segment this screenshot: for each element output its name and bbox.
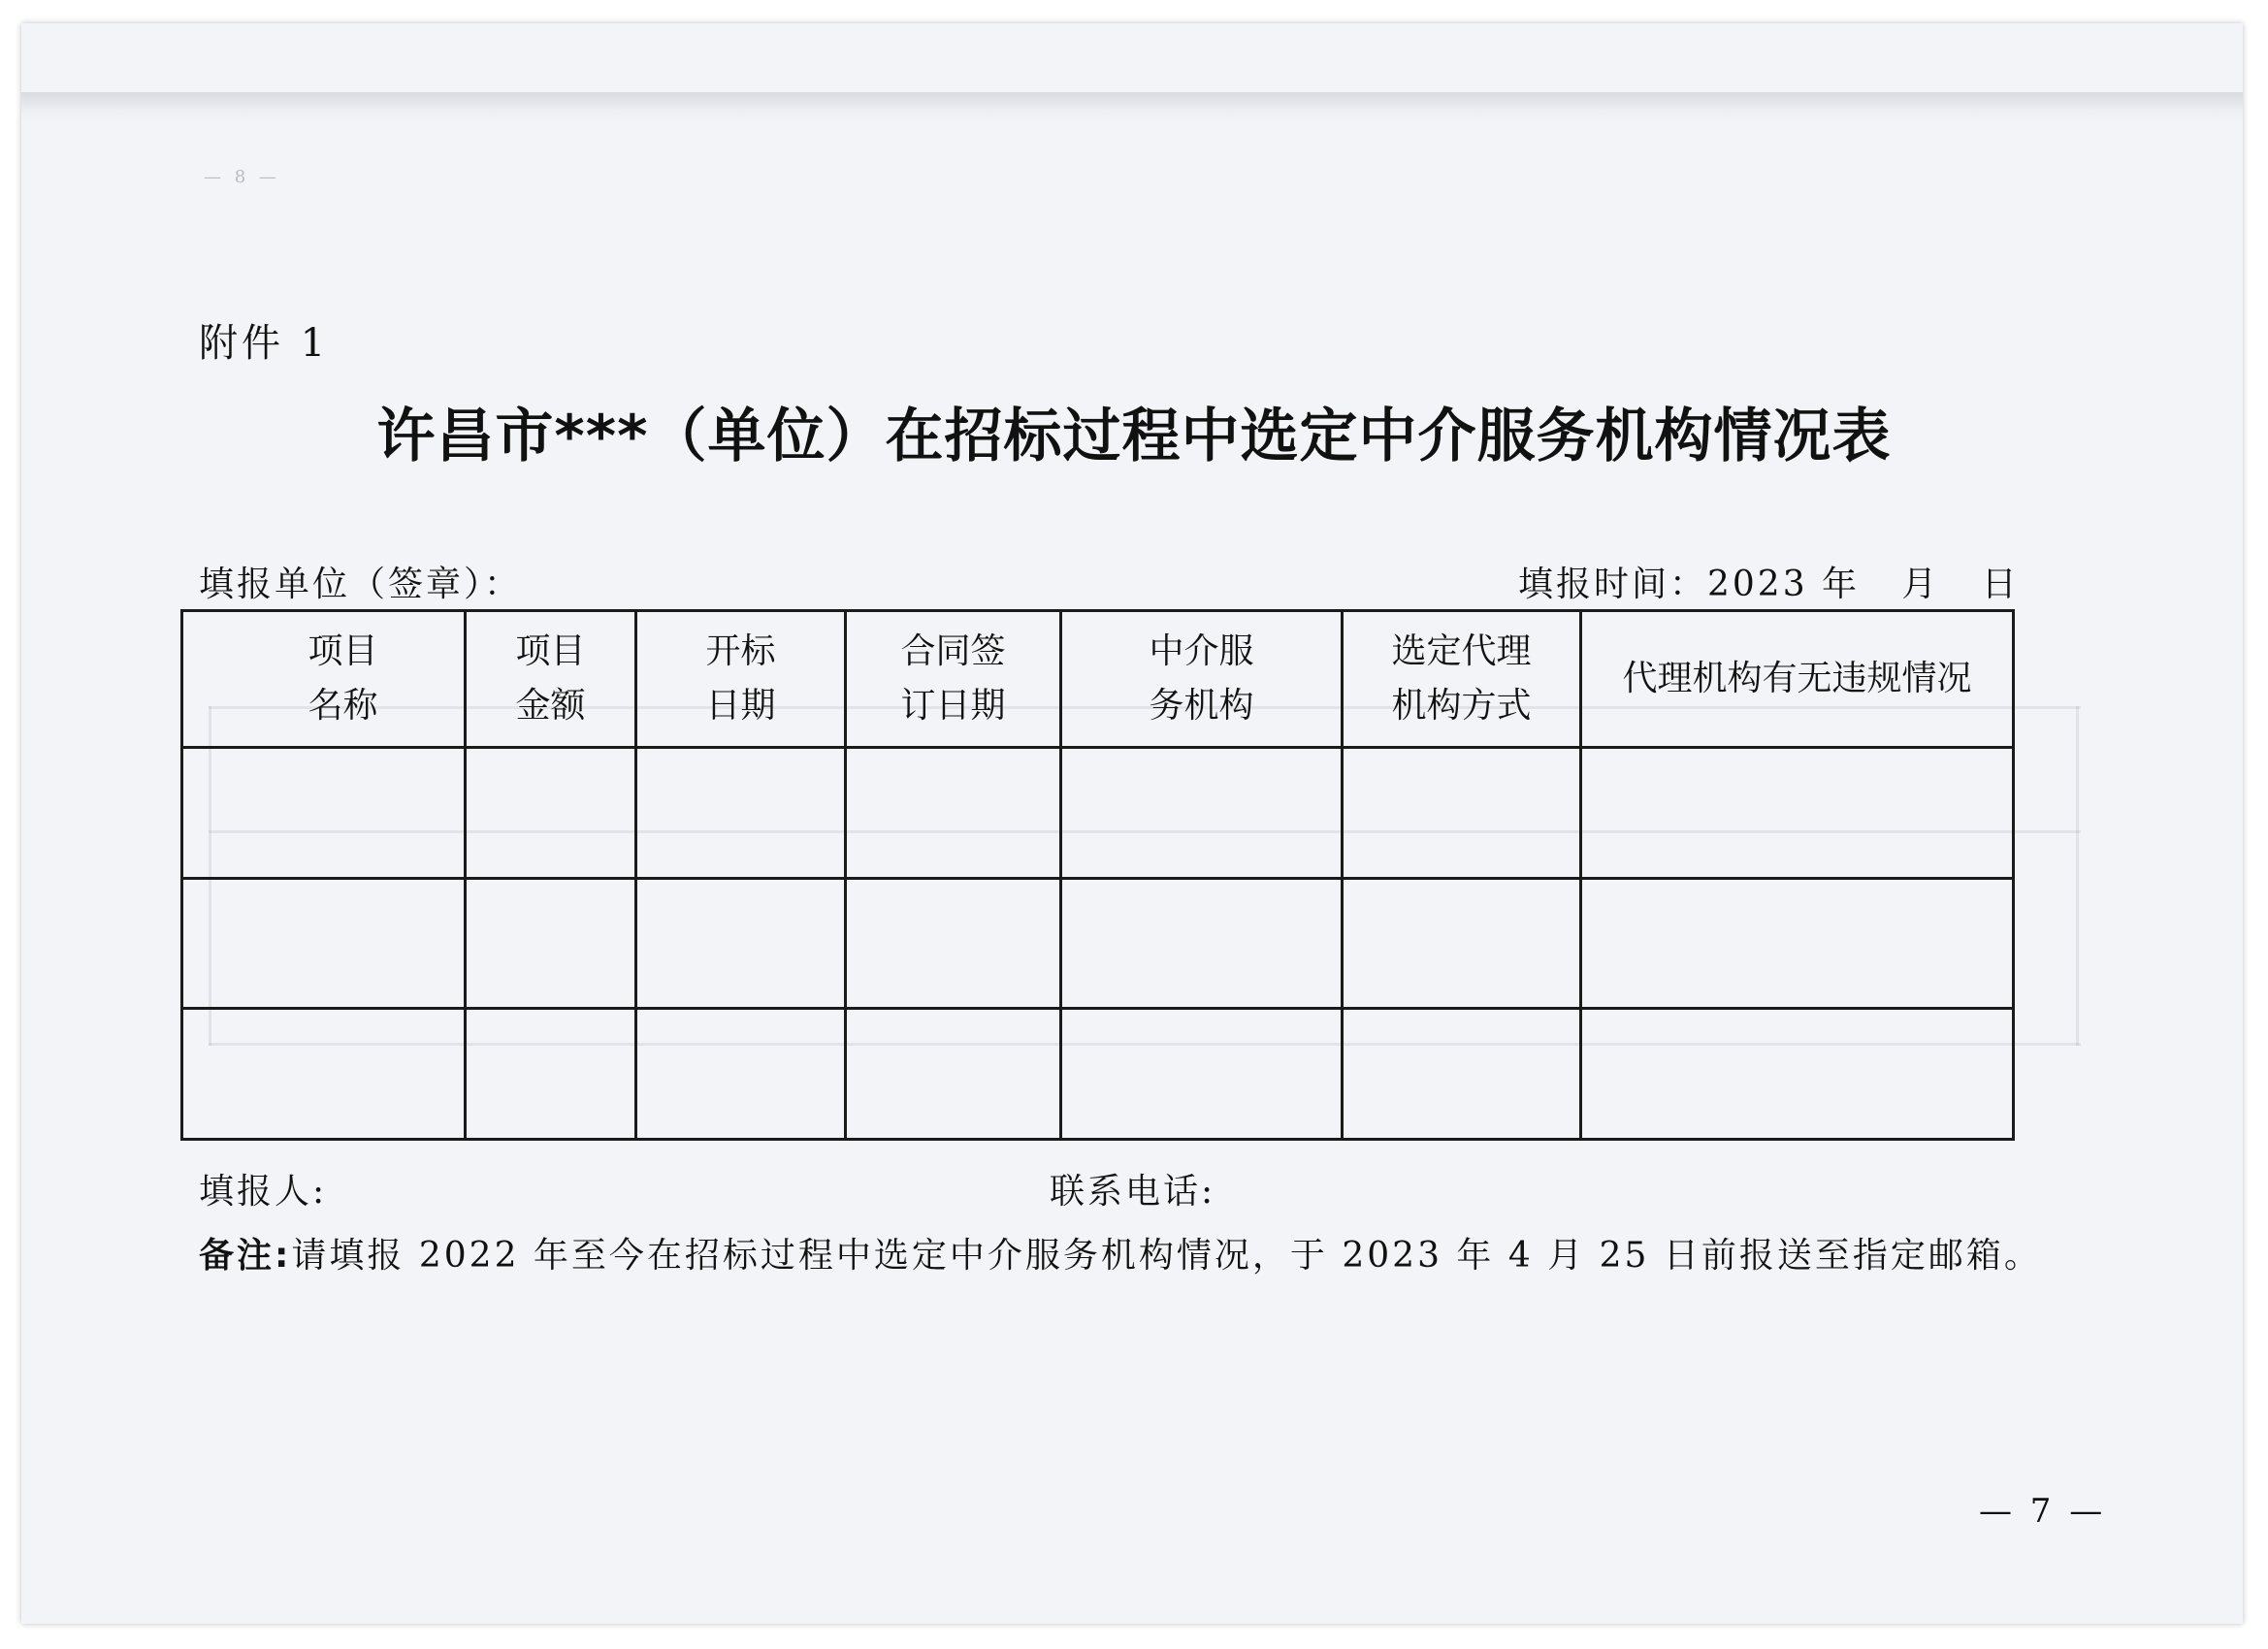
table-cell[interactable] <box>182 747 466 878</box>
paper-fold-shadow <box>21 92 2243 121</box>
table-cell[interactable] <box>182 878 466 1009</box>
table-cell[interactable] <box>1061 747 1343 878</box>
table-cell[interactable] <box>1343 1009 1581 1140</box>
header-agency: 中介服 务机构 <box>1061 611 1343 748</box>
phone-label: 联系电话: <box>1050 1172 1216 1212</box>
table-cell[interactable] <box>466 878 636 1009</box>
table-cell[interactable] <box>1061 878 1343 1009</box>
note <box>199 1228 2042 1277</box>
agency-selection-table <box>180 609 2015 1141</box>
table-cell[interactable] <box>1581 878 2014 1009</box>
fill-time-label: 填报时间：2023 年 月 日 <box>1518 565 2020 604</box>
table-cell[interactable] <box>846 747 1061 878</box>
table-row <box>182 878 2014 1009</box>
table-row <box>182 747 2014 878</box>
header-selection-method: 选定代理 机构方式 <box>1343 611 1581 748</box>
table-cell[interactable] <box>636 1009 846 1140</box>
header-bid-opening-date: 开标 日期 <box>636 611 846 748</box>
table-cell[interactable] <box>182 1009 466 1140</box>
fill-unit-label: 填报单位（签章）： <box>199 565 523 604</box>
table-cell[interactable] <box>1343 878 1581 1009</box>
reporter-label: 填报人: <box>199 1172 328 1212</box>
header-violations: 代理机构有无违规情况 <box>1581 611 2014 748</box>
bleed-through-rule <box>2076 706 2079 1046</box>
table-cell[interactable] <box>466 747 636 878</box>
page-title: 许昌市***（单位）在招标过程中选定中介服务机构情况表 <box>376 403 1892 470</box>
header-project-amount: 项目 金额 <box>466 611 636 748</box>
table-cell[interactable] <box>1061 1009 1343 1140</box>
table-cell[interactable] <box>636 878 846 1009</box>
table-cell[interactable] <box>1581 1009 2014 1140</box>
table-header-row <box>182 611 2014 748</box>
table-cell[interactable] <box>1343 747 1581 878</box>
attachment-label: 附件 1 <box>199 321 330 366</box>
table-cell[interactable] <box>636 747 846 878</box>
previous-page-number: — 8 — <box>204 167 280 187</box>
header-contract-date: 合同签 订日期 <box>846 611 1061 748</box>
table-cell[interactable] <box>846 1009 1061 1140</box>
table-cell[interactable] <box>846 878 1061 1009</box>
header-project-name: 项目 名称 <box>182 611 466 748</box>
table-cell[interactable] <box>466 1009 636 1140</box>
note-text: 请填报 2022 年至今在招标过程中选定中介服务机构情况，于 2023 年 4 月 25 日前报送至指定邮箱。 <box>291 1236 2042 1276</box>
table-cell[interactable] <box>1581 747 2014 878</box>
table-row <box>182 1009 2014 1140</box>
page-number: — 7 — <box>1979 1492 2107 1531</box>
note-prefix: 备注: <box>199 1236 292 1276</box>
